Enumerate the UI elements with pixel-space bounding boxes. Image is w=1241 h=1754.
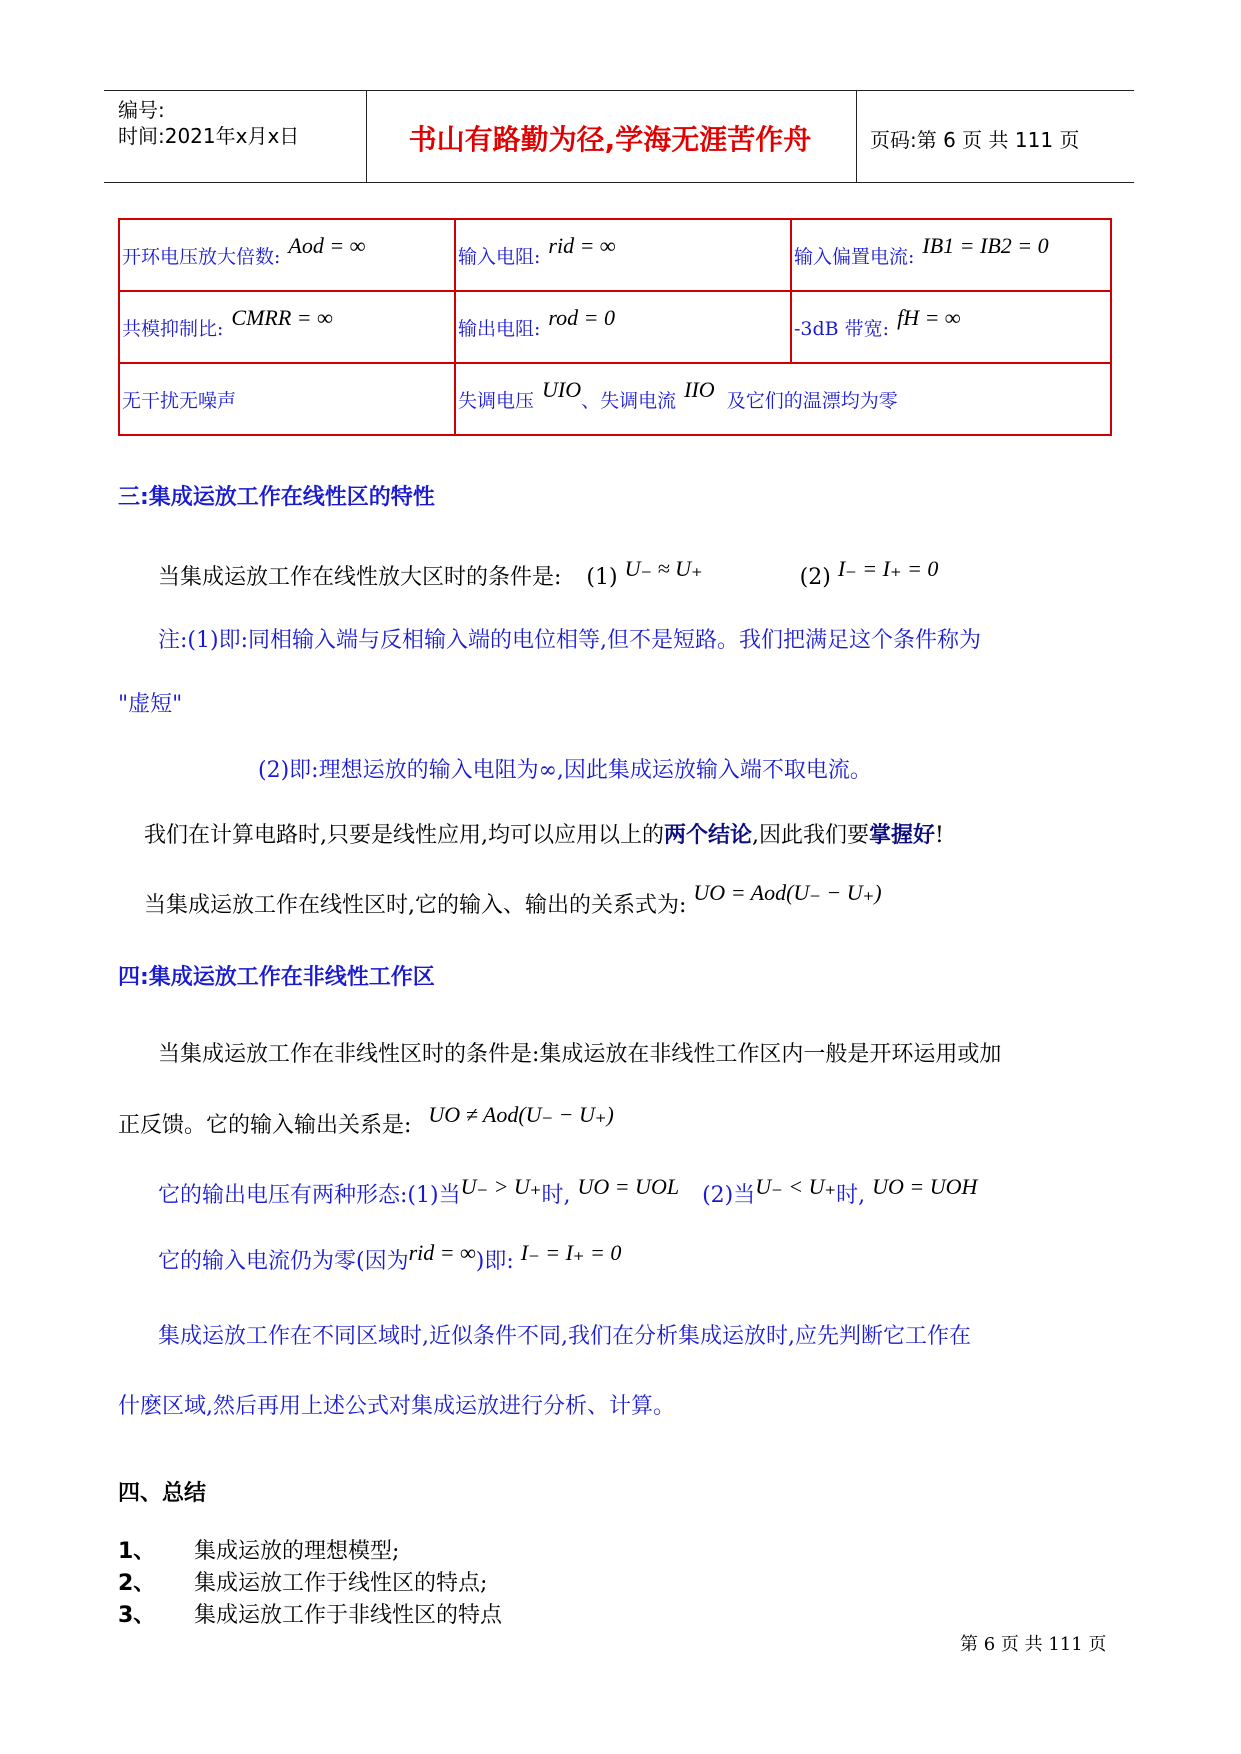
header-divider-right [856,90,857,182]
header-motto: 书山有路勤为径,学海无涯苦作舟 [408,123,812,156]
conclusion-text: ,因此我们要 [752,823,870,848]
table-cell [455,291,791,363]
note-virtual-short-term: "虚短" [118,692,183,717]
note-virtual-short: 注:(1)即:同相输入端与反相输入端的电位相等,但不是短路。我们把满足这个条件称为 [158,628,981,653]
header-top-rule [104,90,1134,91]
cell-label: 无干扰无噪声 [122,389,237,412]
cell-label: 开环电压放大倍数: [122,245,281,268]
list-item-number: 3、 [118,1603,156,1628]
input-current-text: )即: [475,1249,514,1274]
nonlinear-relation-line [118,1102,614,1141]
cell-text: 及它们的温漂均为零 [726,389,898,412]
doc-time-label: 时间:2021年x月x日 [118,124,300,148]
table-row [119,291,1111,363]
output-states-text: (2)当 [702,1183,756,1208]
note-virtual-open: (2)即:理想运放的输入电阻为∞,因此集成运放输入端不取电流。 [258,758,872,783]
output-states-line [158,1174,978,1211]
page-footer: 第 6 页 共 111 页 [960,1634,1107,1655]
section3-heading: 三:集成运放工作在线性区的特性 [118,485,435,510]
table-cell [119,363,455,435]
output-state2-condition: U₋ < U₊ [755,1174,837,1199]
relation-formula: UO = Aod(U₋ − U₊) [693,880,882,905]
table-cell [791,291,1111,363]
list-item-text: 集成运放工作于线性区的特点; [194,1571,488,1596]
output-states-text: 时, [836,1183,866,1208]
input-current-formula: I₋ = I₊ = 0 [520,1240,622,1265]
cell-label: 输出电阻: [458,317,541,340]
condition1-num: (1) [586,565,618,590]
region-judgement-line1: 集成运放工作在不同区域时,近似条件不同,我们在分析集成运放时,应先判断它工作在 [158,1324,971,1349]
table-cell [455,219,791,291]
header-divider-left [366,90,367,182]
header-bottom-rule [104,182,1134,183]
table-row [119,363,1111,435]
condition2-num: (2) [799,565,831,590]
cell-label: 共模抑制比: [122,317,224,340]
list-item [118,1598,502,1629]
output-states-text: 时, [541,1183,571,1208]
cell-formula: Aod = ∞ [288,232,366,258]
input-resistance-formula: rid = ∞ [408,1240,476,1265]
output-states-text: 它的输出电压有两种形态:(1)当 [158,1183,461,1208]
nonlinear-relation-formula: UO ≠ Aod(U₋ − U₊) [428,1102,614,1127]
table-cell [119,219,455,291]
list-item-number: 1、 [118,1539,156,1564]
output-state2-value: UO = UOH [872,1174,978,1199]
list-item-text: 集成运放工作于非线性区的特点 [194,1603,503,1628]
list-item-text: 集成运放的理想模型; [194,1539,400,1564]
table-cell [455,363,1111,435]
table-cell [791,219,1111,291]
region-judgement-line2: 什麽区域,然后再用上述公式对集成运放进行分析、计算。 [118,1394,675,1419]
relation-text: 当集成运放工作在线性区时,它的输入、输出的关系式为: [144,893,687,918]
condition2-formula: I₋ = I₊ = 0 [837,556,939,581]
conclusion-text: 我们在计算电路时,只要是线性应用,均可以应用以上的 [144,823,664,848]
conclusion-bold: 两个结论 [664,822,753,848]
linear-condition-line [158,556,939,593]
cell-formula: fH = ∞ [897,304,961,330]
list-item [118,1566,487,1597]
input-current-line [158,1240,622,1277]
cell-text: 失调电压 [458,389,535,412]
linear-relation-line [144,880,882,921]
table-cell [119,291,455,363]
cell-formula: CMRR = ∞ [231,304,333,330]
cell-label: -3dB 带宽: [794,317,890,340]
conclusion-bold: 掌握好 [869,822,936,848]
cell-formula: rod = 0 [548,304,615,330]
condition1-formula: U₋ ≈ U₊ [624,556,703,581]
conclusion-text: ! [935,823,944,848]
ideal-opamp-parameter-table [118,218,1112,436]
cell-formula: IB1 = IB2 = 0 [922,232,1049,258]
table-row [119,219,1111,291]
cell-label: 输入偏置电流: [794,245,915,268]
output-state1-condition: U₋ > U₊ [460,1174,542,1199]
conclusion-line [144,820,944,851]
nonlinear-relation-text: 正反馈。它的输入输出关系是: [118,1113,412,1138]
cell-formula: rid = ∞ [548,232,616,258]
output-state1-value: UO = UOL [577,1174,680,1199]
cell-text: 、失调电流 [581,389,677,412]
condition-text: 当集成运放工作在线性放大区时的条件是: [158,565,562,590]
summary-heading: 四、总结 [118,1481,207,1506]
nonlinear-condition: 当集成运放工作在非线性区时的条件是:集成运放在非线性工作区内一般是开环运用或加 [158,1042,1002,1067]
list-item [118,1534,399,1565]
cell-formula: UIO [542,376,582,402]
cell-label: 输入电阻: [458,245,541,268]
section4-heading: 四:集成运放工作在非线性工作区 [118,965,435,990]
input-current-text: 它的输入电流仍为零(因为 [158,1249,409,1274]
cell-formula: IIO [684,376,715,402]
list-item-number: 2、 [118,1571,156,1596]
doc-number-label: 编号: [118,98,165,122]
header-page-label: 页码:第 6 页 共 111 页 [870,128,1080,152]
